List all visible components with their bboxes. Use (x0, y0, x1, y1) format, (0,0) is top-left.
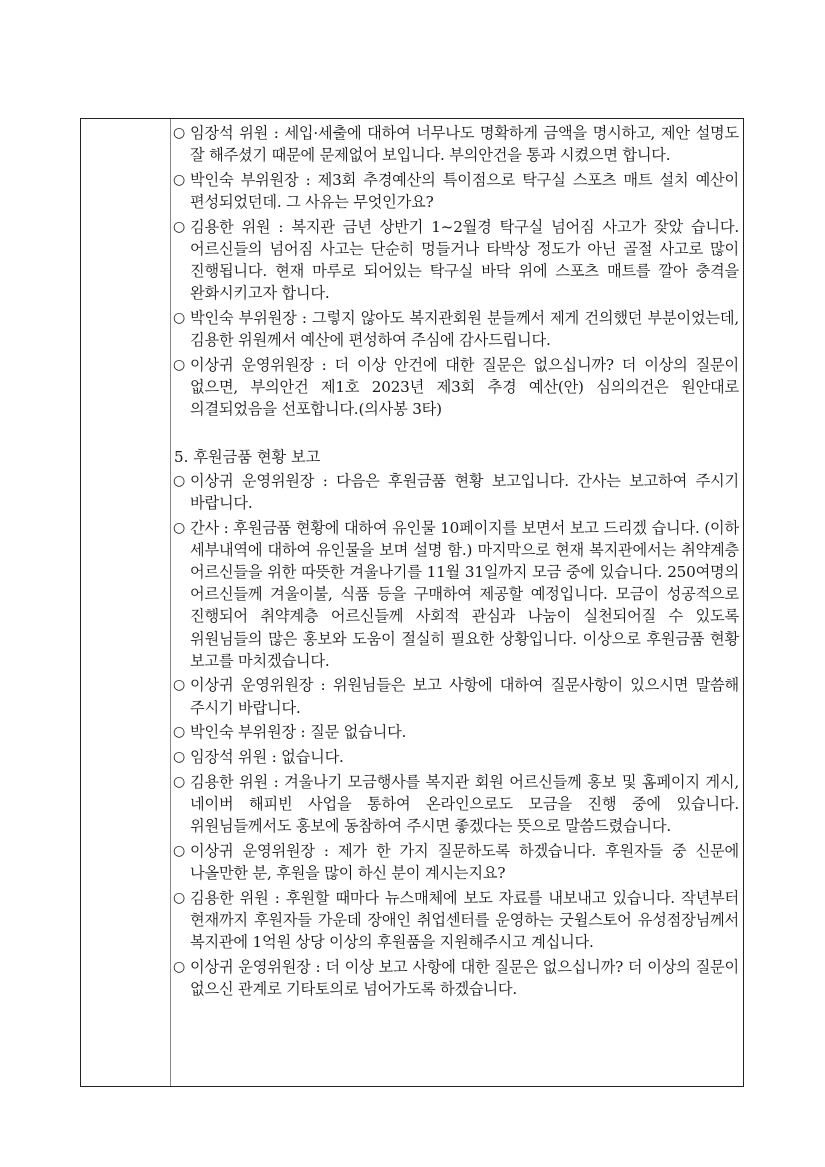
statement-text: 임장석 위원 : 세입·세출에 대하여 너무나도 명확하게 금액을 명시하고, 제안 설명도 잘 해주셨기 때문에 문제없어 보입니다. 부의안건을 통과 시켰으면 합니다. (190, 124, 739, 165)
circle-bullet-icon: ○ (173, 773, 186, 790)
statement-entry (173, 216, 739, 305)
statement-text: 이상귀 운영위원장 : 더 이상 안건에 대한 질문은 없으십니까? 더 이상의 질문이 없으면, 부의안건 제1호 2023년 제3회 추경 예산(안) 심의의건은 원안대로 의결되었음을 선포합니다.(의사봉 3타) (190, 356, 739, 419)
circle-bullet-icon: ○ (173, 724, 186, 741)
statement-text: 이상귀 운영위원장 : 더 이상 보고 사항에 대한 질문은 없으십니까? 더 이상의 질문이 없으신 관계로 기타토의로 넘어가도록 하겠습니다. (190, 957, 739, 999)
minutes-content (173, 122, 739, 1003)
statement-entry (173, 307, 739, 351)
statement-entry (173, 470, 739, 514)
statement-entry (173, 887, 739, 954)
statement-text: 김용한 위원 : 겨울나기 모금행사를 복지관 회원 어르신들께 홍보 및 홈페이지 게시, 네이버 해피빈 사업을 통하여 온라인으로도 모금을 진행 중에 있습니다. 위원님들께서도 홍보에 동참하여 주시면 좋겠다는 뜻으로 말씀드렸습니다. (190, 772, 739, 836)
circle-bullet-icon: ○ (173, 310, 186, 327)
statement-entry (173, 122, 739, 166)
statement-entry (173, 721, 739, 743)
circle-bullet-icon: ○ (173, 677, 186, 694)
statement-text: 이상귀 운영위원장 : 위원님들은 보고 사항에 대하여 질문사항이 있으시면 말씀해 주시기 바랍니다. (190, 676, 739, 717)
statement-entry (173, 674, 739, 718)
statement-entry (173, 169, 739, 213)
statement-text: 박인숙 부위원장 : 제3회 추경예산의 특이점으로 탁구실 스포츠 매트 설치 예산이 편성되었던데. 그 사유는 무엇인가요? (190, 170, 739, 212)
statement-text: 김용한 위원 : 후원할 때마다 뉴스매체에 보도 자료를 내보내고 있습니다. 작년부터 현재까지 후원자들 가운데 장애인 취업센터를 운영하는 굿윌스토어 유성점장님께서 복지관에 1억원 상당 이상의 후원품을 지원해주시고 계십니다. (190, 888, 739, 952)
circle-bullet-icon: ○ (173, 171, 186, 188)
statement-text: 박인숙 부위원장 : 그렇지 않아도 복지관회원 분들께서 제게 건의했던 부분이었는데, 김용한 위원께서 예산에 편성하여 주심에 감사드립니다. (190, 309, 739, 350)
label-column (81, 119, 171, 1086)
statement-text: 간사 : 후원금품 현황에 대하여 유인물 10페이지를 보면서 보고 드리겠 습니다. (이하 세부내역에 대하여 유인물을 보며 설명 함.) 마지막으로 현재 복지관에서는 취약계층 어르신들을 위한 따뜻한 겨울나기를 11월 31일까지 모금 중에 있습니다. 250여명의 어르신들께 겨울이불, 식품 등을 구매하여 제공할 예정입니다. 모금이 성공적으로 진행되어 취약계층 어르신들께 사회적 관심과 나눔이 실천되어질 수 있도록 위원님들의 많은 홍보와 도움이 절실히 필요한 상황입니다. 이상으로 후원금품 현황 보고를 마치겠습니다. (190, 518, 739, 670)
circle-bullet-icon: ○ (173, 519, 186, 536)
statement-entry (173, 517, 739, 672)
circle-bullet-icon: ○ (173, 125, 186, 141)
statement-text: 김용한 위원 : 복지관 금년 상반기 1~2월경 탁구실 넘어짐 사고가 잦았 습니다. 어르신들의 넘어짐 사고는 단순히 멍들거나 타박상 정도가 아닌 골절 사고로 많이 진행됩니다. 현재 마루로 되어있는 탁구실 바닥 위에 스포츠 매트를 깔아 충격을 완화시키고자 합니다. (190, 217, 739, 303)
circle-bullet-icon: ○ (173, 889, 186, 906)
statement-entry (173, 956, 739, 1000)
statement-text: 이상귀 운영위원장 : 제가 한 가지 질문하도록 하겠습니다. 후원자들 중 신문에 나올만한 분, 후원을 많이 하신 분이 계시는지요? (190, 841, 739, 883)
circle-bullet-icon: ○ (173, 357, 186, 374)
circle-bullet-icon: ○ (173, 218, 186, 235)
statement-entry (173, 840, 739, 884)
statement-entry (173, 746, 739, 768)
circle-bullet-icon: ○ (173, 472, 186, 489)
statement-entry (173, 354, 739, 421)
statement-text: 박인숙 부위원장 : 질문 없습니다. (190, 723, 407, 742)
statement-text: 이상귀 운영위원장 : 다음은 후원금품 현황 보고입니다. 간사는 보고하여 주시기 바랍니다. (190, 471, 739, 512)
circle-bullet-icon: ○ (173, 749, 186, 766)
circle-bullet-icon: ○ (173, 958, 186, 975)
statement-text: 임장석 위원 : 없습니다. (190, 748, 344, 767)
section-heading: 5. 후원금품 현황 보고 (174, 447, 321, 466)
minutes-table (80, 118, 744, 1087)
circle-bullet-icon: ○ (173, 842, 186, 859)
statement-entry (173, 771, 739, 838)
